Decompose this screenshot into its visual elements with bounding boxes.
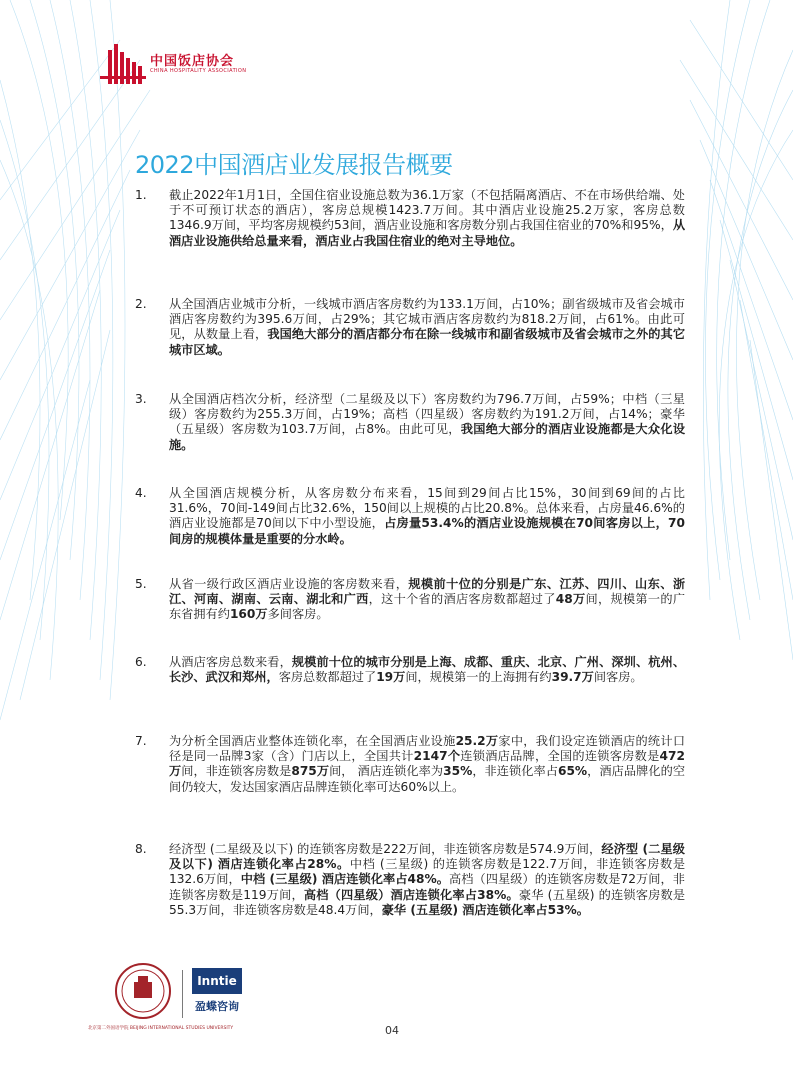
bold-text-segment: 472万 <box>169 749 685 779</box>
page-title: 2022中国酒店业发展报告概要 <box>135 151 453 179</box>
bold-text-segment: 65% <box>557 764 588 779</box>
bold-text-segment: 豪华 (五星级) 酒店连锁化率占53%。 <box>381 902 589 917</box>
text-segment: 从省一级行政区酒店业设施的客房数来看， <box>169 577 409 591</box>
bold-text-segment: 875万 <box>291 764 330 779</box>
text-segment: 从全国酒店档次分析，经济型（二星级及以下）客房数约为796.7万间，占59%；中档（三星级）客房数约为255.3万间，占19%；高档（四星级）客房数约为191.2万间，占14%；豪华（五星级）客房数为103.7万间，占8%。由此可见， <box>169 392 685 437</box>
bold-text-segment: 39.7万 <box>551 670 594 685</box>
item-text <box>169 297 685 358</box>
bold-text-segment: 我国绝大部分的酒店业设施都是大众化设施。 <box>169 422 686 452</box>
summary-item <box>135 486 685 547</box>
item-number: 8. <box>135 842 147 856</box>
text-segment: 从全国酒店业城市分析，一线城市酒店客房数约为133.1万间，占10%；副省级城市及省会城市酒店客房数约为395.6万间，占29%；其它城市酒店客房数约为818.2万间，占61%。由此可见，从数量上看， <box>169 297 685 342</box>
text-segment: ，非连锁化率占 <box>472 764 558 779</box>
text-segment: 豪华 (五星级) 的连锁客房数是55.3万间，非连锁客房数是48.4万间， <box>169 887 686 917</box>
text-segment: 截止2022年1月1日，全国住宿业设施总数为36.1万家（不包括隔离酒店、不在市场供给端、处于不可预订状态的酒店），客房总规模1423.7万间。其中酒店业设施25.2万家，客房总数1346.9万间，平均客房规模约53间，酒店业设施和客房数分别占我国住宿业的70%和95%， <box>169 188 685 233</box>
text-segment: ，这十个省的酒店客房数都超过了 <box>368 592 556 607</box>
item-number: 7. <box>135 734 147 748</box>
text-segment: 家中，我们设定连锁酒店的统计口径是同一品牌3家（含）门店以上，全国共计 <box>169 734 686 764</box>
logo-chinese-name: 中国饭店协会 <box>150 54 235 69</box>
item-number: 2. <box>135 297 147 311</box>
logo-english-name: CHINA HOSPITALITY ASSOCIATION <box>150 68 247 74</box>
bold-text-segment: 高档（四星级）酒店连锁化率占38%。 <box>303 887 519 902</box>
bisu-seal-icon <box>112 962 174 1020</box>
item-number: 4. <box>135 486 147 500</box>
bold-text-segment: 25.2万 <box>455 734 499 748</box>
text-segment: 间，非连锁客房数是 <box>181 764 292 779</box>
item-number: 6. <box>135 655 147 669</box>
bisu-caption: 北京第二外国语学院 BEIJING INTERNATIONAL STUDIES UNIVERSITY <box>88 1026 234 1031</box>
summary-item <box>135 297 685 358</box>
page-number: 04 <box>385 1024 399 1037</box>
item-text <box>169 188 685 249</box>
text-segment: 经济型 (二星级及以下) 的连锁客房数是222万间，非连锁客房数是574.9万间， <box>169 842 602 856</box>
summary-item <box>135 188 685 249</box>
item-text <box>169 486 685 547</box>
item-text <box>169 842 685 918</box>
text-segment: 间，规模第一的上海拥有约 <box>405 670 552 685</box>
item-number: 5. <box>135 577 147 591</box>
text-segment: 从酒店客房总数来看， <box>169 655 292 669</box>
summary-item <box>135 392 685 453</box>
footer-divider <box>182 970 183 1018</box>
item-text <box>169 577 685 623</box>
bold-text-segment: 160万 <box>229 607 268 622</box>
item-text <box>169 734 685 795</box>
bold-text-segment: 2147个 <box>413 749 461 764</box>
text-segment: 间， 酒店连锁化率为 <box>329 764 444 779</box>
text-segment: 连锁酒店品牌，全国的连锁客房数是 <box>460 749 660 764</box>
text-segment: 中档 (三星级) 的连锁客房数是122.7万间，非连锁客房数是132.6万间， <box>169 857 686 887</box>
summary-item <box>135 577 685 623</box>
item-text <box>169 392 685 453</box>
text-segment: ，酒店品牌化的空间仍较大，发达国家酒店品牌连锁化率可达60%以上。 <box>169 764 686 794</box>
text-segment: 高档（四星级）的连锁客房数是72万间，非连锁客房数是119万间， <box>169 872 685 902</box>
bold-text-segment: 35% <box>443 764 473 779</box>
inntie-chinese-name: 盈蝶咨询 <box>195 1000 239 1013</box>
bold-text-segment: 48万 <box>555 592 586 607</box>
text-segment: 为分析全国酒店业整体连锁化率，在全国酒店业设施 <box>169 734 456 748</box>
bold-text-segment: 占房量53.4%的酒店业设施规模在70间客房以上，70间房的规模体量是重要的分水岭。 <box>169 516 685 546</box>
bold-text-segment: 中档 (三星级) 酒店连锁化率占48%。 <box>240 872 449 887</box>
text-segment: 间，规模第一的广东省拥有约 <box>169 592 686 622</box>
bold-text-segment: 19万 <box>376 670 406 685</box>
bold-text-segment: 规模前十位的城市分别是上海、成都、重庆、北京、广州、深圳、杭州、长沙、武汉和郑州， <box>169 655 686 685</box>
bold-text-segment: 规模前十位的分别是广东、江苏、四川、山东、浙江、河南、湖南、云南、湖北和广西 <box>169 577 686 607</box>
item-number: 3. <box>135 392 147 406</box>
text-segment: 多间客房。 <box>267 607 329 622</box>
bold-text-segment: 我国绝大部分的酒店都分布在除一线城市和副省级城市及省会城市之外的其它城市区域。 <box>169 327 686 357</box>
bold-text-segment: 经济型 (二星级及以下) 酒店连锁化率占28%。 <box>169 842 685 872</box>
summary-item <box>135 734 685 795</box>
summary-item <box>135 842 685 918</box>
item-number: 1. <box>135 188 147 202</box>
inntie-logo: Inntie <box>192 968 242 994</box>
text-segment: 客房总数都超过了 <box>278 670 377 685</box>
bold-text-segment: 从酒店业设施供给总量来看，酒店业占我国住宿业的绝对主导地位。 <box>169 218 685 248</box>
summary-item <box>135 655 685 685</box>
item-text <box>169 655 685 685</box>
text-segment: 从全国酒店规模分析，从客房数分布来看，15间到29间占比15%，30间到69间的占比31.6%，70间-149间占比32.6%，150间以上规模的占比20.8%。总体来看，占房量46.6%的酒店业设施都是70间以下中小型设施， <box>169 486 685 531</box>
text-segment: 间客房。 <box>593 670 643 685</box>
